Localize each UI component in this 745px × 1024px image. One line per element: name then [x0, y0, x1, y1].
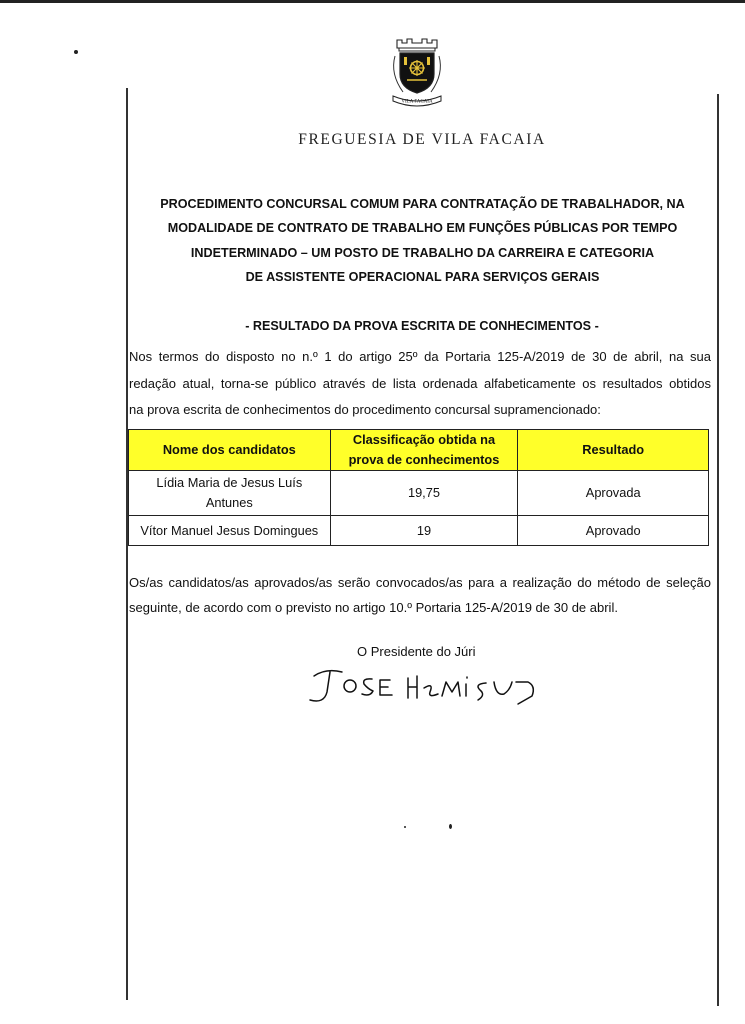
header-candidate-name: Nome dos candidatos: [129, 430, 331, 471]
signer-title: O Presidente do Júri: [357, 644, 476, 659]
scan-speck: [74, 50, 78, 54]
candidate-name: Lídia Maria de Jesus Luís Antunes: [129, 471, 331, 516]
procedure-heading: [150, 192, 695, 289]
crest-motto: VILA FACAIA: [401, 99, 433, 105]
page-frame-right: [717, 94, 719, 1006]
heading-line: INDETERMINADO – UM POSTO DE TRABALHO DA CARREIRA E CATEGORIA: [190, 245, 655, 260]
closing-line: seguinte, de acordo com o previsto no artigo 10.º Portaria 125-A/2019 de 30 de abril.: [129, 600, 618, 615]
heading-line: PROCEDIMENTO CONCURSAL COMUM PARA CONTRATAÇÃO DE TRABALHADOR, NA: [160, 197, 685, 211]
heading-line: MODALIDADE DE CONTRATO DE TRABALHO EM FUNÇÕES PÚBLICAS POR TEMPO: [167, 221, 678, 236]
intro-paragraph: [129, 344, 711, 424]
candidate-result: Aprovado: [518, 516, 709, 546]
candidate-result: Aprovada: [518, 471, 709, 516]
section-title: - RESULTADO DA PROVA ESCRITA DE CONHECIMENTOS -: [245, 319, 599, 333]
coat-of-arms-icon: [385, 34, 449, 108]
scan-speck: [404, 826, 406, 828]
candidate-name: Vítor Manuel Jesus Domingues: [129, 516, 331, 546]
intro-line: Nos termos do disposto no n.º 1 do artigo 25º da Portaria 125-A/2019 de 30 de abril, na sua: [129, 349, 711, 364]
table-row: [129, 516, 709, 546]
table-row: [129, 471, 709, 516]
closing-line: Os/as candidatos/as aprovados/as serão convocados/as para a realização do método de seleção: [129, 575, 711, 590]
scan-speck: [449, 824, 452, 829]
scan-edge: [0, 0, 745, 3]
header-score: Classificação obtida na prova de conhecimentos: [330, 430, 518, 471]
heading-line: DE ASSISTENTE OPERACIONAL PARA SERVIÇOS GERAIS: [245, 269, 600, 284]
candidate-score: 19,75: [330, 471, 518, 516]
parish-name: FREGUESIA DE VILA FACAIA: [298, 131, 546, 148]
header-result: Resultado: [518, 430, 709, 471]
candidate-score: 19: [330, 516, 518, 546]
handwritten-signature: [300, 662, 550, 710]
intro-line: redação atual, torna-se público através de lista ordenada alfabeticamente os resultados obtidos: [129, 375, 711, 391]
intro-line: na prova escrita de conhecimentos do procedimento concursal supramencionado:: [129, 402, 601, 417]
table-header-row: [129, 430, 709, 471]
closing-paragraph: [129, 570, 711, 620]
results-table: [128, 429, 709, 546]
